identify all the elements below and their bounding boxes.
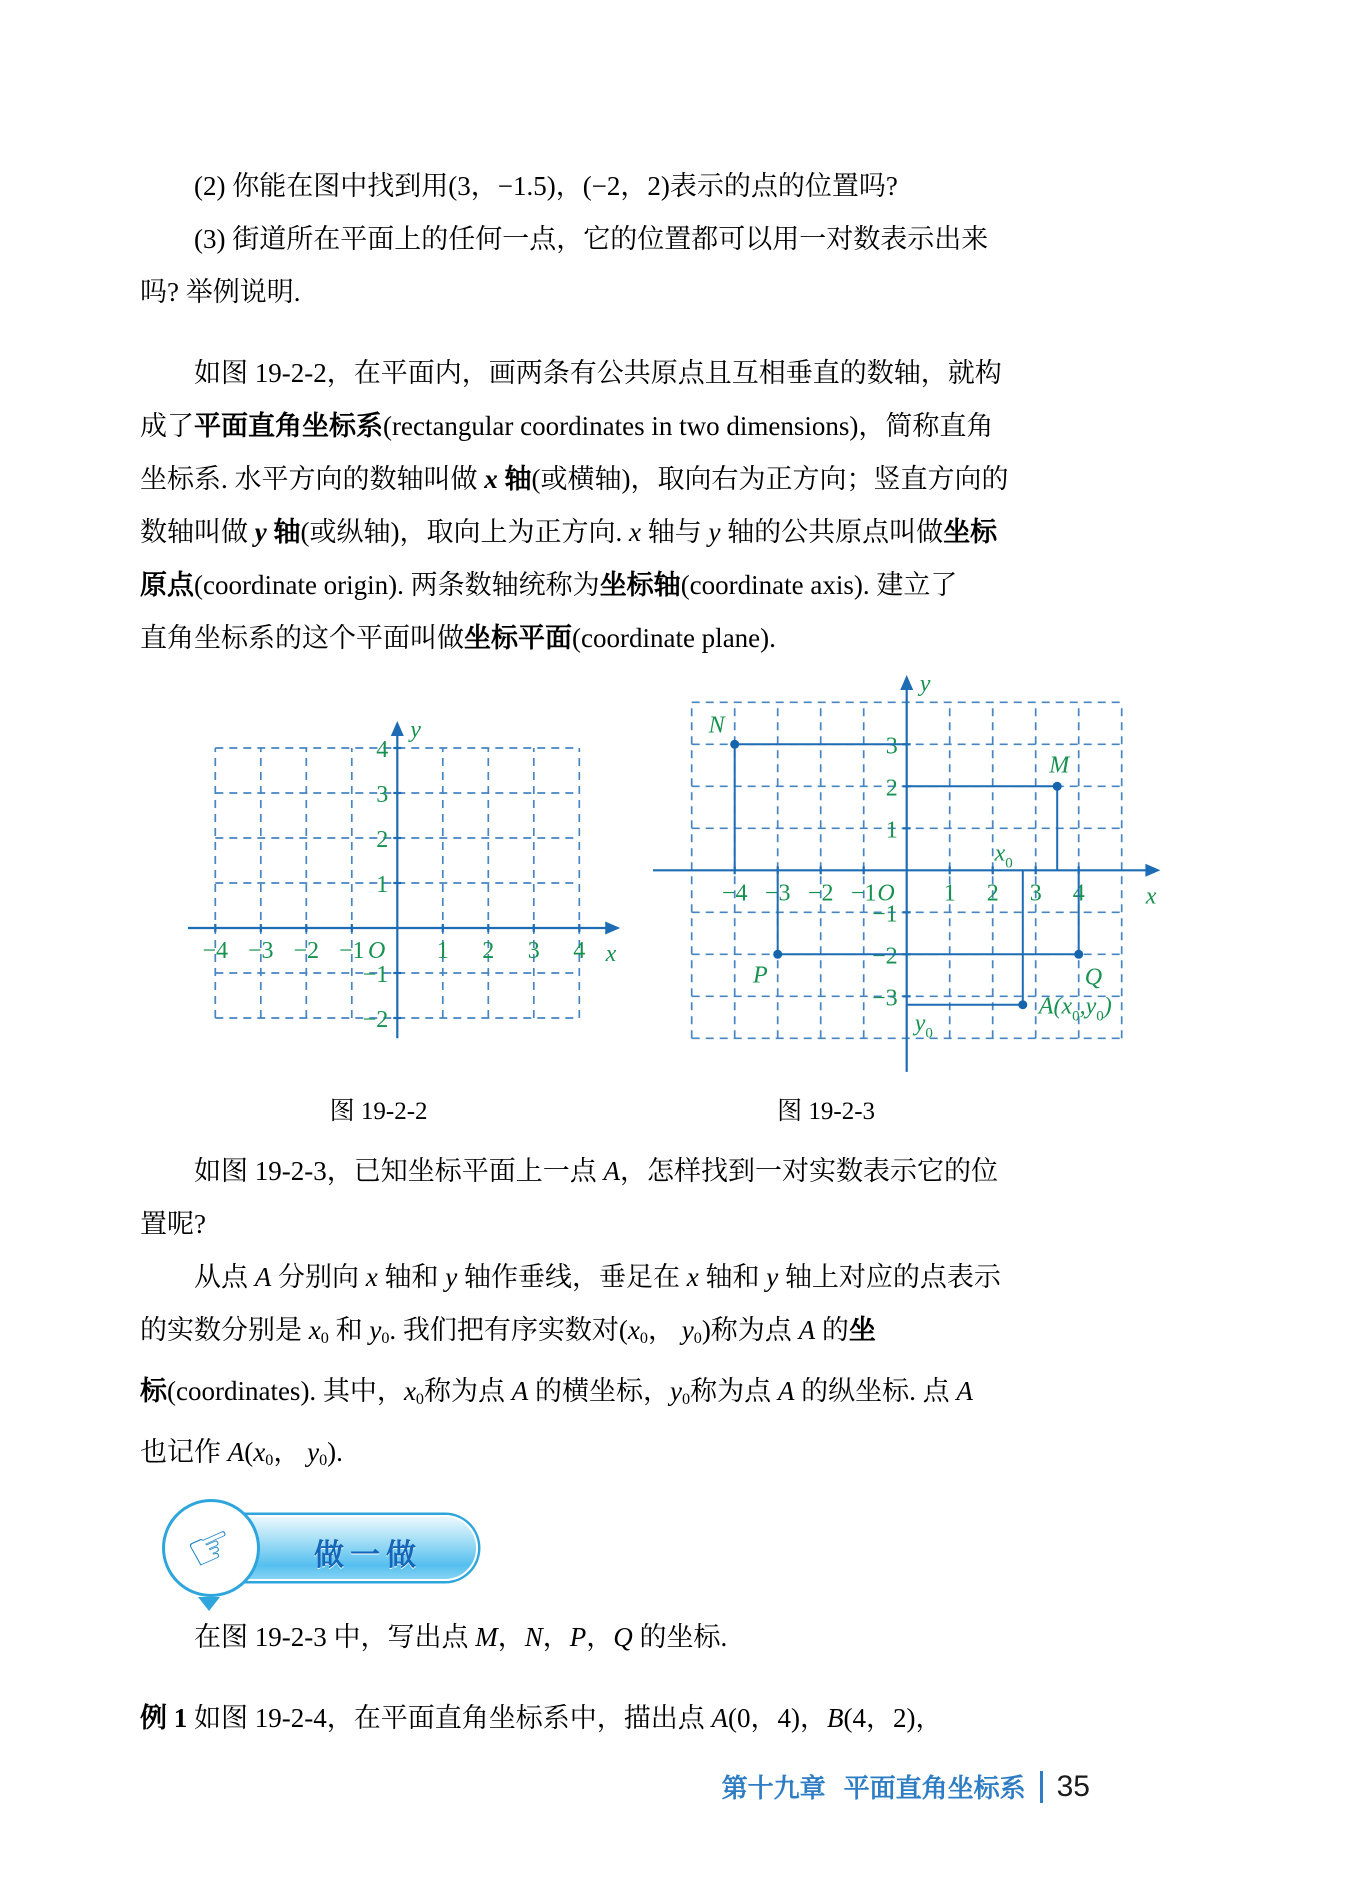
footer-divider [1040, 1771, 1043, 1803]
do-it-label: 做一做 [314, 1539, 422, 1573]
svg-text:y: y [919, 671, 931, 697]
svg-text:−2: −2 [872, 943, 898, 970]
svg-text:P: P [753, 962, 768, 989]
text-line: 在图 19-2-3 中，写出点 M，N，P，Q 的坐标. [194, 1622, 728, 1653]
figure-19-2-2-wrap [178, 711, 630, 1053]
svg-text:y0: $y_0$ [914, 1010, 933, 1042]
svg-text:3: 3 [527, 938, 540, 964]
svg-text:−4: −4 [721, 880, 748, 907]
coordinate-plane-figure-19-2-2 [178, 711, 630, 1048]
paragraph-definition [140, 347, 1060, 665]
svg-text:1: 1 [436, 938, 449, 964]
text-line: 的实数分别是 $x_0$ 和 $y_0$. 我们把有序实数对($x_0$， $y_0$)称为点 A 的坐 [140, 1315, 876, 1348]
svg-text:3: 3 [376, 782, 389, 808]
coordinate-plane-figure-19-2-3 [643, 665, 1170, 1082]
svg-text:−1: −1 [362, 962, 389, 988]
svg-text:−1: −1 [850, 880, 877, 907]
svg-text:Q: Q [1084, 964, 1103, 991]
text-line: 直角坐标系的这个平面叫做坐标平面(coordinate plane). [140, 623, 776, 653]
svg-text:2: 2 [482, 938, 495, 964]
do-it-badge [146, 1499, 626, 1603]
svg-text:−2: −2 [293, 938, 320, 964]
svg-text:2: 2 [376, 827, 389, 853]
footer-chapter: 第十九章 [721, 1773, 826, 1803]
text-line: 成了平面直角坐标系(rectangular coordinates in two dimensions)，简称直角 [140, 411, 994, 441]
svg-text:O: O [877, 880, 895, 907]
paragraph-question-2 [140, 160, 1060, 213]
paragraph-example-1 [140, 1692, 1060, 1745]
svg-text:x0: $x_0$ [994, 840, 1013, 872]
page-content [140, 160, 1157, 1745]
svg-text:x: x [1145, 883, 1157, 910]
paragraph-do-it-task [140, 1611, 1060, 1664]
svg-text:−2: −2 [362, 1007, 389, 1033]
svg-text:N: N [708, 712, 725, 739]
svg-text:−1: −1 [339, 938, 365, 964]
figure-caption-19-2-2: 图 19-2-2 [329, 1098, 428, 1125]
svg-text:−3: −3 [764, 880, 791, 907]
svg-text:−1: −1 [872, 901, 898, 928]
footer-page-number: 35 [1056, 1769, 1090, 1803]
svg-text:−3: −3 [872, 985, 898, 1012]
paragraph-coordinates-definition [140, 1251, 1060, 1487]
figure-caption-19-2-3: 图 19-2-3 [777, 1098, 876, 1125]
text-line: 从点 A 分别向 x 轴和 y 轴作垂线，垂足在 x 轴和 y 轴上对应的点表示 [194, 1262, 1001, 1292]
text-line: 如图 19-2-2，在平面内，画两条有公共原点且互相垂直的数轴，就构 [194, 358, 1002, 388]
text-line: 如图 19-2-3，已知坐标平面上一点 A，怎样找到一对实数表示它的位 [194, 1156, 998, 1186]
text-line: (2) 你能在图中找到用(3，−1.5)，(−2，2)表示的点的位置吗? [194, 171, 898, 201]
text-line: (3) 街道所在平面上的任何一点，它的位置都可以用一对数表示出来 [194, 224, 989, 254]
pointing-hand-icon: ☞ [177, 1511, 245, 1586]
figure-19-2-3-wrap [643, 665, 1170, 1087]
triangle-down-icon [198, 1597, 220, 1611]
figure-captions-row [140, 1095, 1060, 1129]
svg-text:y: y [410, 717, 421, 743]
page-footer [722, 1768, 1090, 1805]
svg-text:3: 3 [1029, 880, 1042, 907]
svg-text:4: 4 [573, 938, 586, 964]
svg-text:1: 1 [943, 880, 956, 907]
svg-text:−3: −3 [248, 938, 274, 964]
svg-text:2: 2 [986, 880, 999, 907]
do-it-circle [162, 1499, 260, 1597]
svg-text:−4: −4 [202, 938, 229, 964]
svg-text:4: 4 [1072, 880, 1085, 907]
svg-text:1: 1 [376, 872, 389, 898]
text-line: 也记作 $A(x_0$， $y_0$). [140, 1437, 343, 1470]
text-line: 吗? 举例说明. [140, 277, 301, 307]
text-line: 数轴叫做 y 轴(或纵轴)，取向上为正方向. x 轴与 y 轴的公共原点叫做坐标 [140, 517, 998, 547]
text-line: 例 1 如图 19-2-4，在平面直角坐标系中，描出点 A(0，4)，B(4，2)， [140, 1703, 943, 1734]
paragraph-point-a-question [140, 1145, 1060, 1251]
svg-text:1: 1 [885, 817, 898, 844]
svg-text:M: M [1049, 752, 1070, 779]
svg-text:O: O [367, 938, 386, 964]
figures-row [140, 665, 1157, 1087]
text-line: 坐标系. 水平方向的数轴叫做 x 轴(或横轴)，取向右为正方向；竖直方向的 [140, 464, 1009, 494]
text-line: 置呢? [140, 1209, 206, 1239]
svg-text:4: 4 [376, 737, 389, 763]
paragraph-question-3 [140, 213, 1060, 319]
text-line: 原点(coordinate origin). 两条数轴统称为坐标轴(coordinate axis). 建立了 [140, 570, 958, 600]
svg-text:x: x [605, 941, 617, 967]
text-line: 标(coordinates). 其中，$x_0$称为点 A 的横坐标，$y_0$称为点 A 的纵坐标. 点 A [140, 1376, 973, 1409]
svg-text:2: 2 [885, 775, 898, 802]
svg-text:A(x0,y0): $A(x_0,y_0)$ [1038, 993, 1112, 1025]
footer-section: 平面直角坐标系 [843, 1773, 1026, 1803]
svg-text:3: 3 [885, 733, 898, 760]
svg-text:−2: −2 [807, 880, 834, 907]
